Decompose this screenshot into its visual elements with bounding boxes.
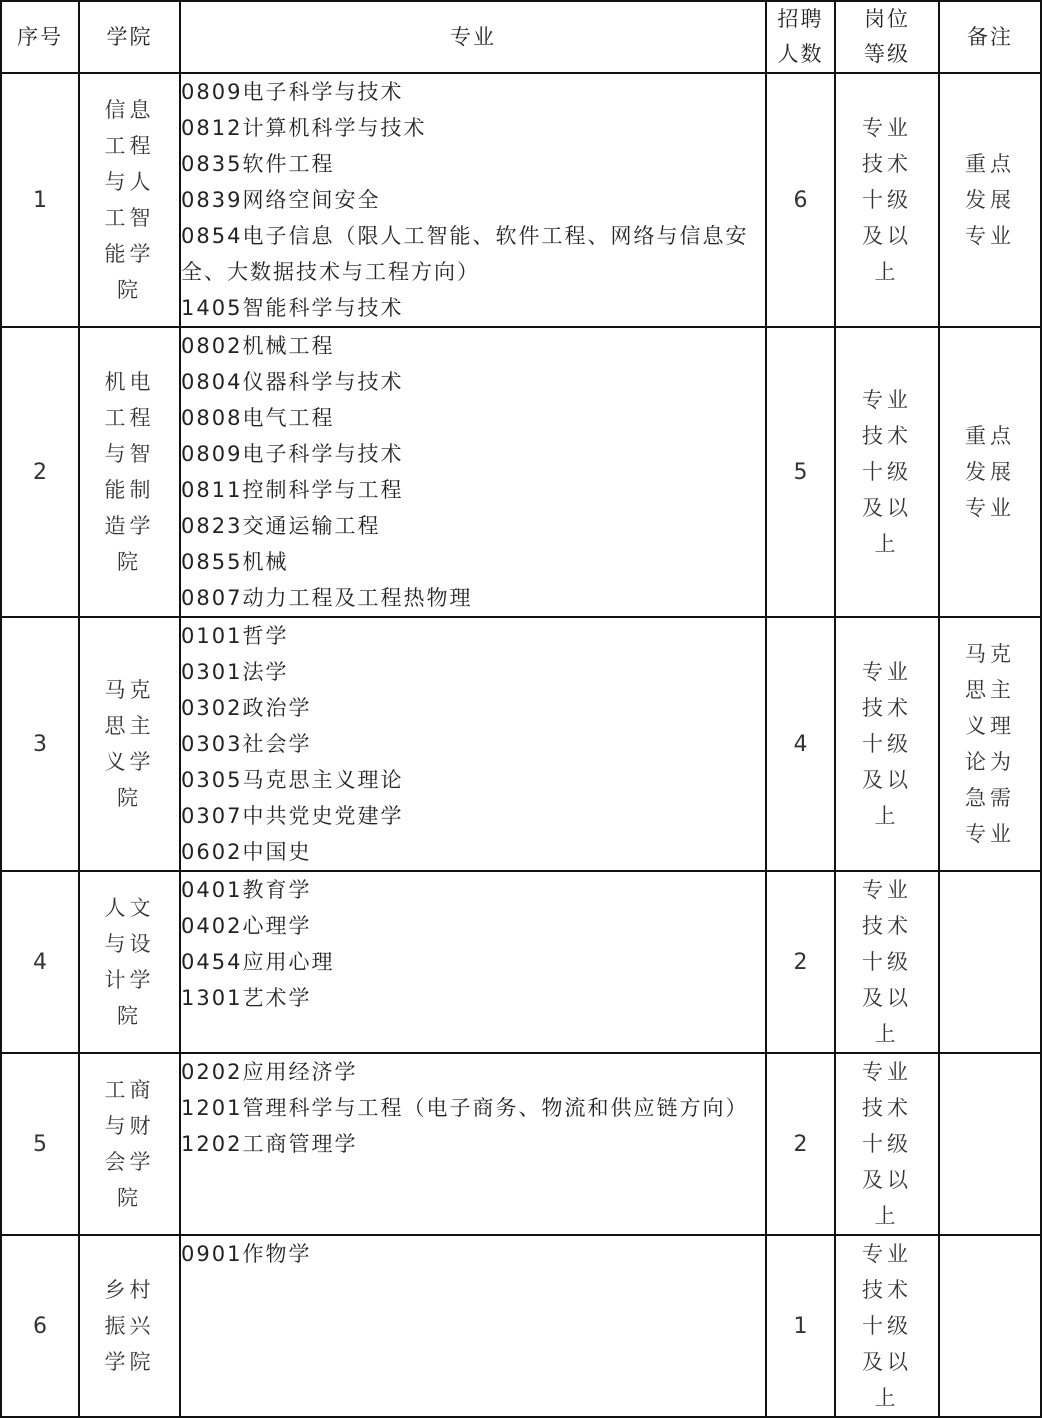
header-seq: 序号 (1, 1, 79, 73)
level-cell-text: 专业技术十级及以上 (862, 1242, 912, 1410)
college-cell (79, 617, 180, 871)
level-cell (835, 1235, 939, 1417)
table-row (1, 327, 1041, 617)
table-row (1, 1053, 1041, 1235)
college-cell (79, 327, 180, 617)
college-cell-text: 马克思主义学院 (104, 678, 155, 810)
level-cell-text: 专业技术十级及以上 (862, 1060, 912, 1228)
major-item: 0855机械 (181, 550, 289, 574)
college-cell-text: 乡村振兴学院 (104, 1278, 155, 1374)
major-item: 0401教育学 (181, 878, 312, 902)
note-cell (939, 617, 1041, 871)
college-cell-text: 工商与财会学院 (104, 1078, 155, 1210)
count-cell: 2 (766, 871, 835, 1053)
major-item: 0808电气工程 (181, 406, 335, 430)
college-cell (79, 1053, 180, 1235)
major-item: 0301法学 (181, 660, 289, 684)
major-item: 0839网络空间安全 (181, 188, 381, 212)
major-item: 0804仪器科学与技术 (181, 370, 404, 394)
table-row (1, 1235, 1041, 1417)
major-item: 0101哲学 (181, 624, 289, 648)
majors-cell (180, 327, 766, 617)
college-cell (79, 871, 180, 1053)
major-item: 0402心理学 (181, 914, 312, 938)
level-cell-text: 专业技术十级及以上 (862, 878, 912, 1046)
note-cell (939, 1235, 1041, 1417)
major-item: 0807动力工程及工程热物理 (181, 586, 473, 610)
header-level: 岗位等级 (835, 1, 939, 73)
note-cell-text: 重点发展专业 (965, 424, 1015, 520)
seq-cell: 4 (1, 871, 79, 1053)
level-cell-text: 专业技术十级及以上 (862, 660, 912, 828)
major-item: 0202应用经济学 (181, 1060, 358, 1084)
table-row (1, 871, 1041, 1053)
majors-cell (180, 1235, 766, 1417)
major-item: 1405智能科学与技术 (181, 296, 404, 320)
count-cell: 2 (766, 1053, 835, 1235)
note-cell (939, 871, 1041, 1053)
majors-cell (180, 1053, 766, 1235)
college-cell-text: 信息工程与人工智能学院 (104, 98, 155, 302)
majors-cell (180, 617, 766, 871)
major-item: 0602中国史 (181, 840, 312, 864)
level-cell-text: 专业技术十级及以上 (862, 116, 912, 284)
college-cell (79, 1235, 180, 1417)
level-cell (835, 1053, 939, 1235)
major-item: 0303社会学 (181, 732, 312, 756)
major-item: 0901作物学 (181, 1242, 312, 1266)
note-cell-text: 重点发展专业 (965, 152, 1015, 248)
major-item: 0302政治学 (181, 696, 312, 720)
college-cell (79, 73, 180, 327)
note-cell (939, 1053, 1041, 1235)
major-item: 0809电子科学与技术 (181, 80, 404, 104)
table-row (1, 617, 1041, 871)
header-major: 专业 (180, 1, 766, 73)
seq-cell: 6 (1, 1235, 79, 1417)
college-cell-text: 人文与设计学院 (104, 896, 155, 1028)
header-count: 招聘人数 (766, 1, 835, 73)
major-item: 0835软件工程 (181, 152, 335, 176)
major-item: 1202工商管理学 (181, 1132, 358, 1156)
major-item: 0305马克思主义理论 (181, 768, 404, 792)
level-cell (835, 73, 939, 327)
majors-cell (180, 871, 766, 1053)
major-item: 0812计算机科学与技术 (181, 116, 427, 140)
major-item: 0809电子科学与技术 (181, 442, 404, 466)
major-item: 0802机械工程 (181, 334, 335, 358)
header-row (1, 1, 1041, 73)
seq-cell: 1 (1, 73, 79, 327)
seq-cell: 3 (1, 617, 79, 871)
major-item: 0454应用心理 (181, 950, 335, 974)
note-cell-text: 马克思主义理论为急需专业 (965, 642, 1015, 846)
count-cell: 1 (766, 1235, 835, 1417)
level-cell-text: 专业技术十级及以上 (862, 388, 912, 556)
table-row (1, 73, 1041, 327)
majors-cell (180, 73, 766, 327)
major-item: 0854电子信息（限人工智能、软件工程、网络与信息安全、大数据技术与工程方向） (181, 224, 749, 284)
level-cell (835, 617, 939, 871)
seq-cell: 5 (1, 1053, 79, 1235)
count-cell: 6 (766, 73, 835, 327)
major-item: 0811控制科学与工程 (181, 478, 404, 502)
level-cell (835, 327, 939, 617)
major-item: 0307中共党史党建学 (181, 804, 404, 828)
note-cell (939, 327, 1041, 617)
college-cell-text: 机电工程与智能制造学院 (104, 370, 155, 574)
note-cell (939, 73, 1041, 327)
header-note: 备注 (939, 1, 1041, 73)
seq-cell: 2 (1, 327, 79, 617)
count-cell: 4 (766, 617, 835, 871)
count-cell: 5 (766, 327, 835, 617)
header-college: 学院 (79, 1, 180, 73)
major-item: 0823交通运输工程 (181, 514, 381, 538)
level-cell (835, 871, 939, 1053)
major-item: 1301艺术学 (181, 986, 312, 1010)
major-item: 1201管理科学与工程（电子商务、物流和供应链方向） (181, 1096, 749, 1120)
